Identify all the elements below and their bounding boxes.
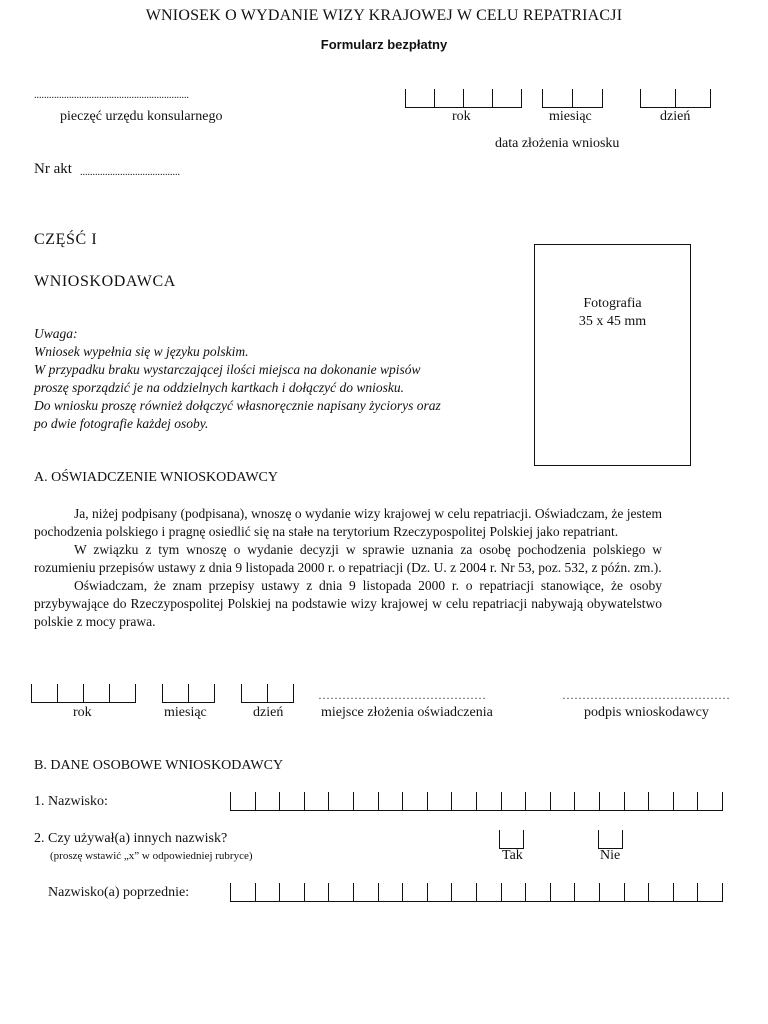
applicant-heading: WNIOSKODAWCA <box>34 273 176 290</box>
section-a-title: A. OŚWIADCZENIE WNIOSKODAWCY <box>34 470 278 485</box>
letter-box[interactable] <box>256 883 281 901</box>
nr-akt-dots[interactable]: ........................................ <box>80 167 180 178</box>
previous-surnames-label: Nazwisko(a) poprzednie: <box>48 885 190 900</box>
declaration-year-label: rok <box>73 705 92 720</box>
declaration-month-boxes[interactable] <box>162 684 215 703</box>
declaration-month-label: miesiąc <box>164 705 207 720</box>
note-line: Wniosek wypełnia się w języku polskim. <box>34 344 249 359</box>
declaration-paragraph: Ja, niżej podpisany (podpisana), wnoszę o wydanie wizy krajowej w celu repatriacji. Oświadczam, że jestem pochodzenia polskiego i pragnę osiedlić się na stałe na terytorium Rzeczypospolitej Polskiej jako repatriant. <box>34 506 662 539</box>
signature-dots[interactable]: …………………………………… <box>562 688 730 702</box>
photo-size: 35 x 45 mm <box>578 314 647 329</box>
letter-box[interactable] <box>575 883 600 901</box>
stamp-dots: .............................................................. <box>34 90 189 101</box>
note-line: W przypadku braku wystarczającej ilości miejsca na dokonanie wpisów <box>34 362 421 377</box>
other-names-hint: (proszę wstawić „x” w odpowiedniej rubryce) <box>50 850 253 862</box>
declaration-paragraph: W związku z tym wnoszę o wydanie decyzji w sprawie uznania za osobę pochodzenia polskiego w rozumieniu przepisów ustawy z dnia 9 listopada 2000 r. o repatriacji (Dz. U. z 2004 r. Nr 53, poz. 532, z późn. zm.). <box>34 542 662 575</box>
letter-box[interactable] <box>452 883 477 901</box>
letter-box[interactable] <box>403 883 428 901</box>
letter-box[interactable] <box>231 792 256 810</box>
letter-box[interactable] <box>379 792 404 810</box>
letter-box[interactable] <box>329 792 354 810</box>
letter-box[interactable] <box>502 792 527 810</box>
note-line: po dwie fotografie każdej osoby. <box>34 416 209 431</box>
section-b-title: B. DANE OSOBOWE WNIOSKODAWCY <box>34 758 284 773</box>
letter-box[interactable] <box>305 883 330 901</box>
submission-year-label: rok <box>452 109 471 124</box>
letter-box[interactable] <box>379 883 404 901</box>
note-heading: Uwaga: <box>34 326 78 341</box>
declaration-signature-label: podpis wnioskodawcy <box>584 705 709 720</box>
letter-box[interactable] <box>354 883 379 901</box>
photo-box[interactable] <box>534 244 691 466</box>
submission-date-caption: data złożenia wniosku <box>495 136 620 151</box>
declaration-place-label: miejsce złożenia oświadczenia <box>321 705 493 720</box>
letter-box[interactable] <box>428 883 453 901</box>
letter-box[interactable] <box>625 792 650 810</box>
letter-box[interactable] <box>477 883 502 901</box>
letter-box[interactable] <box>354 792 379 810</box>
submission-day-label: dzień <box>660 109 691 124</box>
submission-month-boxes[interactable] <box>542 89 603 108</box>
letter-box[interactable] <box>649 883 674 901</box>
other-names-question: 2. Czy używał(a) innych nazwisk? <box>34 831 228 846</box>
letter-box[interactable] <box>625 883 650 901</box>
letter-box[interactable] <box>280 883 305 901</box>
part-title: CZĘŚĆ I <box>34 231 98 248</box>
yes-checkbox[interactable] <box>499 830 524 849</box>
declaration-day-boxes[interactable] <box>241 684 294 703</box>
letter-box[interactable] <box>600 883 625 901</box>
declaration-text <box>34 505 662 631</box>
photo-label: Fotografia <box>583 296 642 311</box>
yes-label: Tak <box>502 848 523 863</box>
stamp-label: pieczęć urzędu konsularnego <box>60 109 223 124</box>
letter-box[interactable] <box>674 792 699 810</box>
letter-box[interactable] <box>305 792 330 810</box>
note-line: proszę sporządzić je na oddzielnych kartkach i dołączyć do wniosku. <box>34 380 404 395</box>
previous-surnames-boxes[interactable] <box>230 883 723 902</box>
declaration-year-boxes[interactable] <box>31 684 136 703</box>
letter-box[interactable] <box>477 792 502 810</box>
letter-box[interactable] <box>280 792 305 810</box>
no-checkbox[interactable] <box>598 830 623 849</box>
letter-box[interactable] <box>551 792 576 810</box>
declaration-day-label: dzień <box>253 705 284 720</box>
no-label: Nie <box>600 848 621 863</box>
letter-box[interactable] <box>600 792 625 810</box>
form-title: WNIOSEK O WYDANIE WIZY KRAJOWEJ W CELU REPATRIACJI <box>145 7 623 24</box>
letter-box[interactable] <box>502 883 527 901</box>
letter-box[interactable] <box>329 883 354 901</box>
letter-box[interactable] <box>231 883 256 901</box>
letter-box[interactable] <box>428 792 453 810</box>
letter-box[interactable] <box>698 883 723 901</box>
note-line: Do wniosku proszę również dołączyć własnoręcznie napisany życiorys oraz <box>34 398 441 413</box>
surname-label: 1. Nazwisko: <box>34 794 108 809</box>
letter-box[interactable] <box>551 883 576 901</box>
submission-month-label: miesiąc <box>549 109 592 124</box>
letter-box[interactable] <box>403 792 428 810</box>
note-block <box>34 325 474 433</box>
nr-akt-label: Nr akt <box>34 161 72 177</box>
form-subtitle: Formularz bezpłatny <box>320 37 448 52</box>
place-dots[interactable]: …………………………………… <box>318 688 486 702</box>
surname-boxes[interactable] <box>230 792 723 811</box>
letter-box[interactable] <box>526 792 551 810</box>
letter-box[interactable] <box>452 792 477 810</box>
letter-box[interactable] <box>526 883 551 901</box>
letter-box[interactable] <box>649 792 674 810</box>
declaration-paragraph: Oświadczam, że znam przepisy ustawy z dnia 9 listopada 2000 r. o repatriacji stanowiące, że osoby przybywające do Rzeczypospolitej Polskiej na podstawie wizy krajowej w celu repatriacji nabywają obywatelstwo polskie z mocy prawa. <box>34 578 662 629</box>
letter-box[interactable] <box>256 792 281 810</box>
submission-day-boxes[interactable] <box>640 89 711 108</box>
letter-box[interactable] <box>674 883 699 901</box>
submission-year-boxes[interactable] <box>405 89 522 108</box>
letter-box[interactable] <box>575 792 600 810</box>
letter-box[interactable] <box>698 792 723 810</box>
